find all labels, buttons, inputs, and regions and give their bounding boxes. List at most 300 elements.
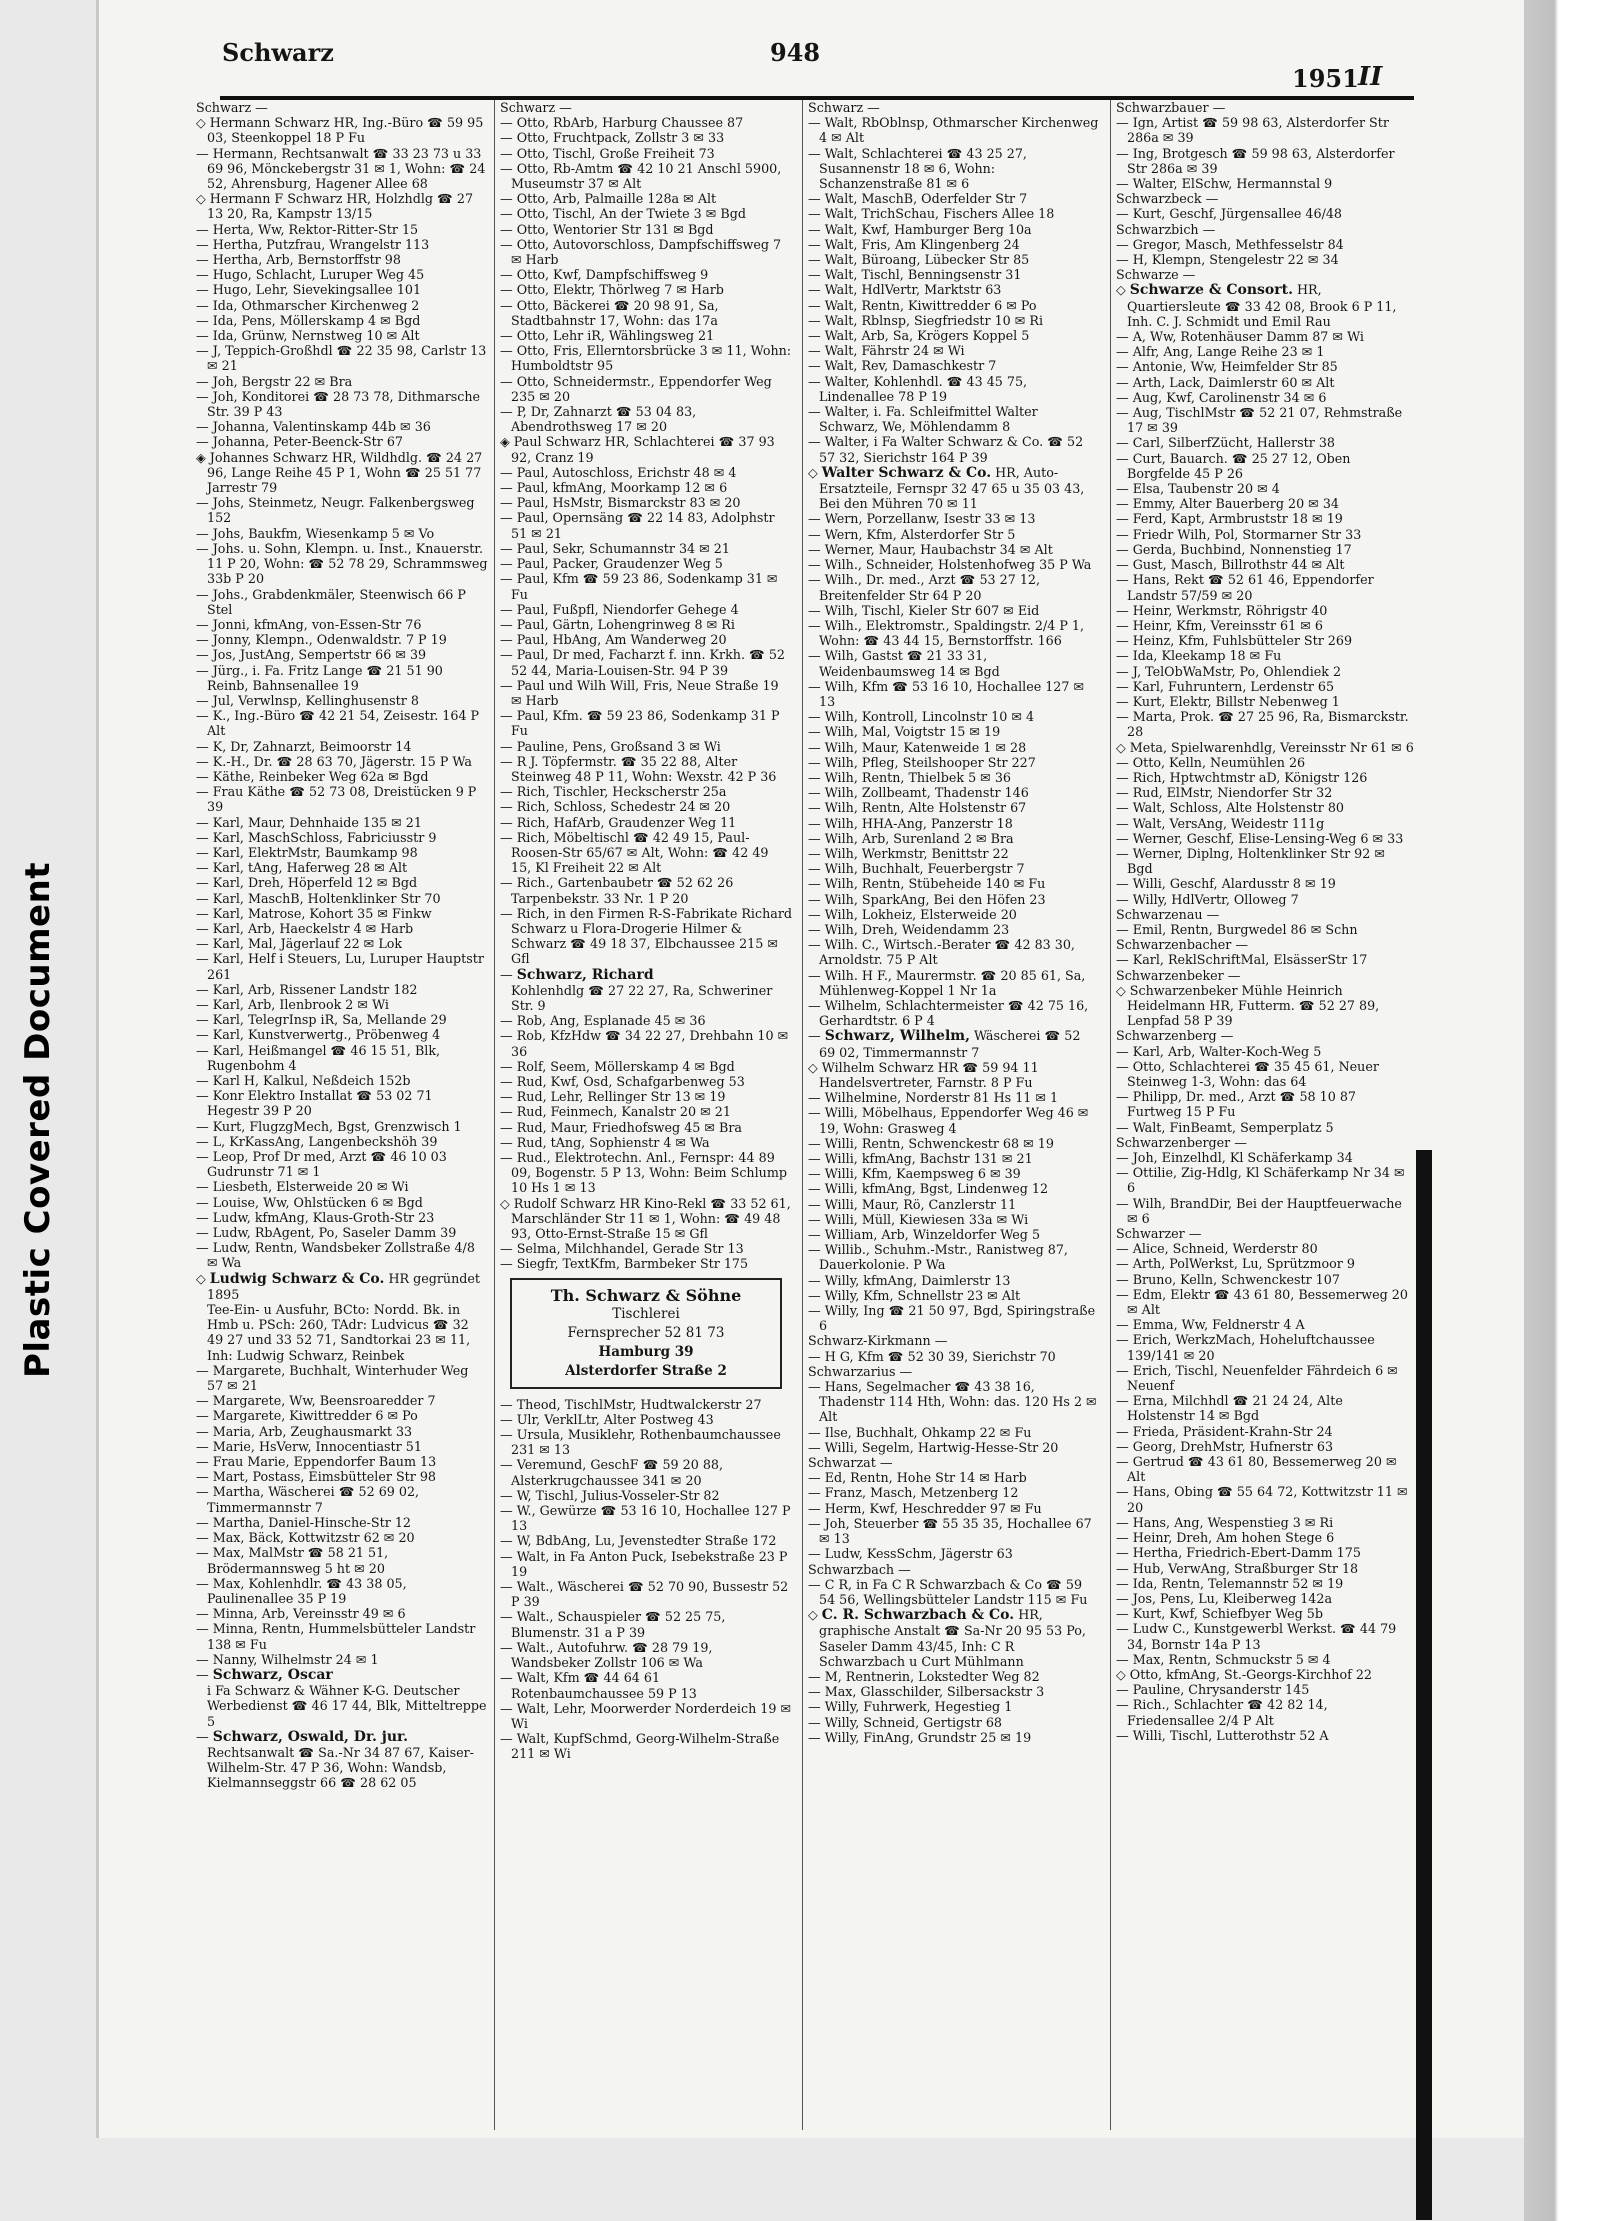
directory-entry: — Karl, ElektrMstr, Baumkamp 98	[196, 844, 418, 860]
directory-entry: — Walter, i. Fa. Schleifmittel Walter Schwarz, We, Möhlendamm 8	[808, 404, 1038, 435]
directory-entry: — Wilh, Werkmstr, Benittstr 22	[808, 845, 1009, 861]
directory-entry: — Rud, tAng, Sophienstr 4 ✉ Wa	[500, 1134, 710, 1150]
firm-name: Schwarz, Oscar	[212, 1666, 333, 1683]
directory-entry: — Werner, Diplng, Holtenklinker Str 92 ✉ Bgd	[1116, 845, 1385, 877]
directory-entry: — Ludw, RbAgent, Po, Saseler Damm 39	[196, 1225, 457, 1241]
directory-entry: ◇ Hermann Schwarz HR, Ing.-Büro ☎ 59 95 03, Steenkoppel 18 P Fu	[196, 115, 484, 146]
directory-entry: — Otto, Autovorschloss, Dampfschiffsweg 7 ✉ Harb	[500, 236, 782, 268]
directory-entry: — Max, Rentn, Schmuckstr 5 ✉ 4	[1116, 1651, 1331, 1667]
directory-entry: — Schwarz, Richard	[500, 966, 654, 983]
directory-entry: — K.-H., Dr. ☎ 28 63 70, Jägerstr. 15 P Wa	[196, 753, 472, 769]
directory-entry: — Konr Elektro Installat ☎ 53 02 71 Hegestr 39 P 20	[196, 1088, 433, 1119]
directory-entry: — Wilh, Zollbeamt, Thadenstr 146	[808, 785, 1029, 801]
directory-entry: — Walter, i Fa Walter Schwarz & Co. ☎ 52 57 32, Sierichstr 164 P 39	[808, 434, 1084, 465]
directory-entry: — Antonie, Ww, Heimfelder Str 85	[1116, 359, 1338, 375]
directory-entry: — Kurt, Geschf, Jürgensallee 46/48	[1116, 206, 1342, 222]
directory-entry: — Ed, Rentn, Hohe Str 14 ✉ Harb	[808, 1470, 1027, 1486]
directory-entry: — Paul, Packer, Graudenzer Weg 5	[500, 556, 723, 572]
directory-entry: ◇ Meta, Spielwarenhdlg, Vereinsstr Nr 61 ✉ 6	[1116, 739, 1414, 755]
page-outside-margin	[1524, 0, 1600, 2221]
directory-entry: — C R, in Fa C R Schwarzbach & Co ☎ 59 54 56, Wellingsbütteler Landstr 115 ✉ Fu	[808, 1576, 1088, 1607]
directory-entry: — Carl, SilberfZücht, Hallerstr 38	[1116, 435, 1335, 451]
directory-entry: — Max, MalMstr ☎ 58 21 51, Brödermannsweg 5 ht ✉ 20	[196, 1545, 389, 1576]
surname-heading: Schwarz —	[196, 100, 268, 115]
directory-entry: — Wilh, Gastst ☎ 21 33 31, Weidenbaumsweg 14 ✉ Bgd	[808, 648, 1000, 679]
directory-entry: — Minna, Arb, Vereinsstr 49 ✉ 6	[196, 1606, 406, 1622]
directory-entry: — Rich, Hptwchtmstr aD, Königstr 126	[1116, 769, 1368, 785]
surname-heading: Schwarz —	[808, 100, 880, 115]
column-3	[808, 100, 1100, 1745]
directory-entry: — Margarete, Ww, Beensroaredder 7	[196, 1393, 436, 1409]
directory-entry: — Rich., Schlachter ☎ 42 82 14, Friedensallee 2/4 P Alt	[1116, 1697, 1328, 1728]
directory-entry: ◇ Hermann F Schwarz HR, Holzhdlg ☎ 27 13 20, Ra, Kampstr 13/15	[196, 191, 474, 222]
directory-entry: — Alfr, Ang, Lange Reihe 23 ✉ 1	[1116, 344, 1325, 360]
directory-entry: — Herta, Ww, Rektor-Ritter-Str 15	[196, 221, 419, 237]
directory-entry: — Bruno, Kelln, Schwenckestr 107	[1116, 1271, 1340, 1287]
directory-entry: ◇ Rudolf Schwarz HR Kino-Rekl ☎ 33 52 61, Marschländer Str 11 ✉ 1, Wohn: ☎ 49 48 93, Otto-Ernst-Straße 15 ✉ Gfl	[500, 1195, 791, 1242]
directory-entry: — Karl, MaschSchloss, Fabriciusstr 9	[196, 829, 437, 845]
firm-name: C. R. Schwarzbach & Co.	[821, 1607, 1015, 1624]
directory-entry: — Ludw, kfmAng, Klaus-Groth-Str 23	[196, 1209, 435, 1225]
column-2	[500, 100, 792, 1762]
directory-entry: — Karl, Arb, Walter-Koch-Weg 5	[1116, 1043, 1322, 1059]
directory-entry: — Otto, Tischl, Große Freiheit 73	[500, 145, 715, 161]
directory-entry: — Ludw, KessSchm, Jägerstr 63	[808, 1546, 1013, 1562]
directory-entry: — Hugo, Schlacht, Luruper Weg 45	[196, 267, 425, 283]
directory-entry: — Hertha, Friedrich-Ebert-Damm 175	[1116, 1545, 1361, 1561]
directory-entry: — W, BdbAng, Lu, Jevenstedter Straße 172	[500, 1533, 777, 1549]
directory-entry: — Wilh, Pfleg, Steilshooper Str 227	[808, 754, 1036, 770]
directory-entry: — Frieda, Präsident-Krahn-Str 24	[1116, 1423, 1333, 1439]
directory-entry: — Walt, VersAng, Weidestr 111g	[1116, 815, 1325, 831]
column-divider	[494, 100, 495, 2130]
directory-entry: — Paul, HbAng, Am Wanderweg 20	[500, 632, 727, 648]
directory-entry: — Wilh, Buchhalt, Feuerbergstr 7	[808, 861, 1025, 877]
directory-entry: — Otto, Fris, Ellerntorsbrücke 3 ✉ 11, Wohn: Humboldtstr 95	[500, 343, 792, 374]
directory-entry: — Otto, Bäckerei ☎ 20 98 91, Sa, Stadtbahnstr 17, Wohn: das 17a	[500, 297, 719, 328]
directory-entry: — Walter, Kohlenhdl. ☎ 43 45 75, Lindenallee 78 P 19	[808, 373, 1028, 404]
side-label	[8, 840, 68, 1400]
directory-entry: — Walt, MaschB, Oderfelder Str 7	[808, 191, 1028, 207]
directory-entry: — Willi, Segelm, Hartwig-Hesse-Str 20	[808, 1439, 1059, 1455]
firm-name: Schwarz, Oswald, Dr. jur.	[212, 1728, 408, 1745]
directory-entry: — Willy, HdlVertr, Olloweg 7	[1116, 891, 1299, 907]
directory-entry: — Otto, Kelln, Neumühlen 26	[1116, 754, 1306, 770]
directory-entry: — Wilh, Rentn, Alte Holstenstr 67	[808, 800, 1027, 816]
directory-entry: — Walt, Kwf, Hamburger Berg 10a	[808, 221, 1032, 237]
directory-entry: — Karl, MaschB, Holtenklinker Str 70	[196, 890, 441, 906]
directory-entry: — Franz, Masch, Metzenberg 12	[808, 1485, 1019, 1501]
directory-entry: — Jürg., i. Fa. Fritz Lange ☎ 21 51 90 Reinb, Bahnsenallee 19	[196, 662, 443, 693]
directory-entry: ◇ Otto, kfmAng, St.-Georgs-Kirchhof 22	[1116, 1666, 1372, 1682]
directory-entry: — Werner, Geschf, Elise-Lensing-Weg 6 ✉ 33	[1116, 830, 1404, 846]
directory-entry: ◇ C. R. Schwarzbach & Co. HR, graphische Anstalt ☎ Sa-Nr 20 95 53 Po, Saseler Damm 43/45, Inh: C R Schwarzbach u Curt Mühlmann	[808, 1607, 1086, 1669]
directory-entry: — Emmy, Alter Bauerberg 20 ✉ 34	[1116, 496, 1339, 512]
directory-entry: — J, TelObWaMstr, Po, Ohlendiek 2	[1116, 663, 1342, 679]
directory-entry: — Ida, Pens, Möllerskamp 4 ✉ Bgd	[196, 312, 421, 328]
directory-entry: — Hans, Rekt ☎ 52 61 46, Eppendorfer Landstr 57/59 ✉ 20	[1116, 572, 1374, 603]
directory-entry: ◈ Paul Schwarz HR, Schlachterei ☎ 37 93 92, Cranz 19	[500, 434, 775, 465]
directory-entry: — H, Klempn, Stengelestr 22 ✉ 34	[1116, 252, 1339, 268]
directory-entry: — Gust, Masch, Billrothstr 44 ✉ Alt	[1116, 557, 1345, 573]
directory-entry: — Kurt, FlugzgMech, Bgst, Grenzwisch 1	[196, 1118, 462, 1134]
directory-entry: — L, KrKassAng, Langenbeckshöh 39	[196, 1133, 438, 1149]
directory-entry: — Erich, WerkzMach, Hoheluftchaussee 139/141 ✉ 20	[1116, 1332, 1375, 1363]
directory-entry: ◇ Walter Schwarz & Co. HR, Auto-Ersatzteile, Fernspr 32 47 65 u 35 03 43, Bei den Mühren 70 ✉ 11	[808, 464, 1085, 512]
directory-entry: — Pauline, Chrysanderstr 145	[1116, 1682, 1310, 1698]
directory-entry: — Walt, KupfSchmd, Georg-Wilhelm-Straße 211 ✉ Wi	[500, 1731, 780, 1762]
header-volume: II	[1358, 62, 1383, 92]
directory-entry: — Veremund, GeschF ☎ 59 20 88, Alsterkrugchaussee 341 ✉ 20	[500, 1457, 723, 1488]
surname-heading: Schwarz —	[500, 100, 572, 115]
directory-entry: — Karl, Helf i Steuers, Lu, Luruper Hauptstr 261	[196, 951, 484, 982]
firm-name: Ludwig Schwarz & Co.	[209, 1270, 385, 1287]
directory-entry: — Wilh., Schneider, Holstenhofweg 35 P Wa	[808, 557, 1092, 573]
directory-entry: — Heinr, Kfm, Vereinsstr 61 ✉ 6	[1116, 617, 1323, 633]
directory-entry: — Walt, Fährstr 24 ✉ Wi	[808, 343, 965, 359]
directory-entry: — Willy, Fuhrwerk, Hegestieg 1	[808, 1699, 1013, 1715]
directory-entry: — Ida, Rentn, Telemannstr 52 ✉ 19	[1116, 1575, 1344, 1591]
directory-entry: — P, Dr, Zahnarzt ☎ 53 04 83, Abendrothsweg 17 ✉ 20	[500, 404, 697, 435]
directory-entry: — Rolf, Seem, Möllerskamp 4 ✉ Bgd	[500, 1058, 735, 1074]
directory-entry: — Johanna, Peter-Beenck-Str 67	[196, 434, 403, 450]
directory-entry: — Ferd, Kapt, Armbruststr 18 ✉ 19	[1116, 511, 1343, 527]
directory-entry: — Rich, Schloss, Schedestr 24 ✉ 20	[500, 799, 731, 815]
directory-entry: — Rich, Möbeltischl ☎ 42 49 15, Paul-Roosen-Str 65/67 ✉ Alt, Wohn: ☎ 42 49 15, Kl Freiheit 22 ✉ Alt	[500, 829, 769, 876]
directory-entry: — Rich, Tischler, Heckscherstr 25a	[500, 784, 727, 800]
entry-detail: Tee-Ein- u Ausfuhr, BCto: Nordd. Bk. in Hmb u. PSch: 260, TAdr: Ludvicus ☎ 32 49 27 und 33 52 71, Sandtorkai 23 ✉ 11, Inh: Ludwig Schwarz, Reinbek	[207, 1302, 471, 1363]
directory-entry: — Johs. u. Sohn, Klempn. u. Inst., Knauerstr. 11 P 20, Wohn: ☎ 52 78 29, Schrammsweg 33b P 20	[196, 540, 488, 587]
directory-entry: — Arth, PolWerkst, Lu, Sprützmoor 9	[1116, 1256, 1355, 1272]
directory-entry: — Marta, Prok. ☎ 27 25 96, Ra, Bismarckstr. 28	[1116, 709, 1409, 740]
directory-entry: — Wilh, Tischl, Kieler Str 607 ✉ Eid	[808, 602, 1040, 618]
directory-entry: — Walt., Autofuhrw. ☎ 28 79 19, Wandsbeker Zollstr 106 ✉ Wa	[500, 1639, 713, 1671]
directory-entry: — Heinr, Werkmstr, Röhrigstr 40	[1116, 602, 1328, 618]
directory-entry: — Max, Kohlenhdlr. ☎ 43 38 05, Paulinenallee 35 P 19	[196, 1575, 407, 1606]
directory-entry: ◈ Johannes Schwarz HR, Wildhdlg. ☎ 24 27 96, Lange Reihe 45 P 1, Wohn ☎ 25 51 77 Jarrestr 79	[196, 449, 483, 496]
directory-entry: — Hermann, Rechtsanwalt ☎ 33 23 73 u 33 69 96, Mönckebergstr 31 ✉ 1, Wohn: ☎ 24 52, Ahrensburg, Hagener Allee 68	[196, 145, 486, 192]
surname-heading: Schwarzenau —	[1116, 906, 1220, 922]
directory-entry: — Willy, Schneid, Gertigstr 68	[808, 1714, 1002, 1730]
directory-entry: — Wilh., Dr. med., Arzt ☎ 53 27 12, Breitenfelder Str 64 P 20	[808, 572, 1041, 603]
directory-entry: — W, Tischl, Julius-Vosseler-Str 82	[500, 1487, 720, 1503]
directory-entry: — Arth, Lack, Daimlerstr 60 ✉ Alt	[1116, 374, 1335, 390]
directory-entry: — Johs, Steinmetz, Neugr. Falkenbergsweg 152	[196, 495, 475, 526]
directory-entry: — Walt, TrichSchau, Fischers Allee 18	[808, 206, 1055, 222]
directory-entry: — Ulr, VerklLtr, Alter Postweg 43	[500, 1411, 714, 1427]
directory-entry: — Hertha, Putzfrau, Wrangelstr 113	[196, 236, 430, 252]
directory-entry: — Erich, Tischl, Neuenfelder Fährdeich 6 ✉ Neuenf	[1116, 1362, 1398, 1394]
directory-entry: — Wilh, HHA-Ang, Panzerstr 18	[808, 815, 1013, 831]
surname-heading: Schwarzbich —	[1116, 221, 1216, 237]
directory-entry: — Willi, Kfm, Kaempsweg 6 ✉ 39	[808, 1166, 1021, 1182]
directory-entry: — Walter, ElSchw, Hermannstal 9	[1116, 176, 1333, 192]
directory-entry: — Willy, FinAng, Grundstr 25 ✉ 19	[808, 1729, 1032, 1745]
directory-entry: — Ludw C., Kunstgewerbl Werkst. ☎ 44 79 34, Bornstr 14a P 13	[1116, 1621, 1397, 1652]
entry-detail: Rechtsanwalt ☎ Sa.-Nr 34 87 67, Kaiser-Wilhelm-Str. 47 P 36, Wohn: Wandsb, Kielmannseggstr 66 ☎ 28 62 05	[207, 1744, 474, 1791]
directory-entry: — Willib., Schuhm.-Mstr., Ranistweg 87, Dauerkolonie. P Wa	[808, 1242, 1068, 1273]
page-header	[122, 38, 1422, 94]
directory-entry: — M, Rentnerin, Lokstedter Weg 82	[808, 1668, 1040, 1684]
directory-entry: — Rob, Ang, Esplanade 45 ✉ 36	[500, 1013, 706, 1029]
directory-entry: — Willi, Möbelhaus, Eppendorfer Weg 46 ✉ 19, Wohn: Grasweg 4	[808, 1105, 1089, 1136]
directory-entry: — Jonny, Klempn., Odenwaldstr. 7 P 19	[196, 632, 447, 648]
directory-entry: ◇ Schwarze & Consort. HR, Quartiersleute ☎ 33 42 08, Brook 6 P 11, Inh. C. J. Schmidt und Emil Rau	[1116, 282, 1397, 329]
directory-entry: — Joh, Steuerber ☎ 55 35 35, Hochallee 67 ✉ 13	[808, 1515, 1092, 1547]
directory-entry: — Joh, Einzelhdl, Kl Schäferkamp 34	[1116, 1150, 1353, 1166]
directory-entry: — Walt, Fris, Am Klingenberg 24	[808, 236, 1020, 252]
directory-entry: — Wilhelm, Schlachtermeister ☎ 42 75 16, Gerhardtstr. 6 P 4	[808, 997, 1089, 1029]
directory-entry: — Wilh, Rentn, Thielbek 5 ✉ 36	[808, 769, 1011, 785]
directory-entry: — Hans, Ang, Wespenstieg 3 ✉ Ri	[1116, 1514, 1334, 1530]
surname-heading: Schwarze —	[1116, 267, 1196, 283]
directory-entry: — Ilse, Buchhalt, Ohkamp 22 ✉ Fu	[808, 1424, 1032, 1440]
directory-entry: — Paul und Wilh Will, Fris, Neue Straße 19 ✉ Harb	[500, 677, 779, 708]
directory-entry: — Ursula, Musiklehr, Rothenbaumchaussee 231 ✉ 13	[500, 1427, 781, 1458]
directory-entry: — Paul, Gärtn, Lohengrinweg 8 ✉ Ri	[500, 616, 735, 632]
directory-entry: — Kurt, Kwf, Schiefbyer Weg 5b	[1116, 1606, 1323, 1622]
directory-entry: — Wern, Kfm, Alsterdorfer Str 5	[808, 526, 1016, 542]
directory-entry: — Martha, Wäscherei ☎ 52 69 02, Timmermannstr 7	[196, 1484, 420, 1515]
directory-entry: — Ida, Kleekamp 18 ✉ Fu	[1116, 648, 1282, 664]
directory-entry: — Karl, ReklSchriftMal, ElsässerStr 17	[1116, 952, 1368, 968]
surname-heading: Schwarzbach —	[808, 1561, 911, 1577]
directory-entry: — Karl, Arb, Haeckelstr 4 ✉ Harb	[196, 920, 414, 936]
firm-name: Schwarz, Wilhelm,	[824, 1028, 970, 1045]
directory-entry: — Willy, kfmAng, Daimlerstr 13	[808, 1272, 1011, 1288]
directory-entry: — William, Arb, Winzeldorfer Weg 5	[808, 1227, 1041, 1243]
directory-entry: — Erna, Milchhdl ☎ 21 24 24, Alte Holstenstr 14 ✉ Bgd	[1116, 1393, 1343, 1424]
column-4	[1116, 100, 1414, 1743]
directory-entry: — Ing, Brotgesch ☎ 59 98 63, Alsterdorfer Str 286a ✉ 39	[1116, 145, 1395, 176]
directory-entry: — Walt, Tischl, Benningsenstr 31	[808, 267, 1022, 283]
directory-entry: — Willi, Geschf, Alardusstr 8 ✉ 19	[1116, 876, 1336, 892]
directory-entry: ◇ Wilhelm Schwarz HR ☎ 59 94 11 Handelsvertreter, Farnstr. 8 P Fu	[808, 1059, 1039, 1090]
directory-entry: — Elsa, Taubenstr 20 ✉ 4	[1116, 481, 1280, 497]
directory-entry: — Aug, Kwf, Carolinenstr 34 ✉ 6	[1116, 389, 1327, 405]
directory-entry: — Jul, Verwlnsp, Kellinghusenstr 8	[196, 692, 419, 708]
directory-entry: — K, Dr, Zahnarzt, Beimoorstr 14	[196, 738, 412, 754]
directory-entry: — Wilh, Mal, Voigtstr 15 ✉ 19	[808, 724, 1001, 740]
directory-entry: — Joh, Konditorei ☎ 28 73 78, Dithmarsche Str. 39 P 43	[196, 388, 481, 420]
directory-entry: — Walt, HdlVertr, Marktstr 63	[808, 282, 1002, 298]
directory-entry: — Gregor, Masch, Methfesselstr 84	[1116, 236, 1344, 252]
directory-entry: — A, Ww, Rotenhäuser Damm 87 ✉ Wi	[1116, 329, 1364, 345]
directory-entry: — Wilhelmine, Norderstr 81 Hs 11 ✉ 1	[808, 1090, 1059, 1106]
directory-entry: — Walt, FinBeamt, Semperplatz 5	[1116, 1119, 1334, 1135]
directory-entry: — Georg, DrehMstr, Hufnerstr 63	[1116, 1438, 1334, 1454]
directory-entry: — Wilh, SparkAng, Bei den Höfen 23	[808, 891, 1046, 907]
directory-entry: — Liesbeth, Elsterweide 20 ✉ Wi	[196, 1179, 409, 1195]
directory-entry: — Philipp, Dr. med., Arzt ☎ 58 10 87 Furtweg 15 P Fu	[1116, 1089, 1356, 1120]
directory-entry: — Emil, Rentn, Burgwedel 86 ✉ Schn	[1116, 921, 1358, 937]
directory-entry: — Paul, HsMstr, Bismarckstr 83 ✉ 20	[500, 495, 741, 511]
directory-entry: — Karl, Heißmangel ☎ 46 15 51, Blk, Rugenbohm 4	[196, 1042, 441, 1073]
directory-entry: — Hub, VerwAng, Straßburger Str 18	[1116, 1560, 1359, 1576]
directory-entry: — Kurt, Elektr, Billstr Nebenweg 1	[1116, 693, 1340, 709]
column-divider	[802, 100, 803, 2130]
directory-entry: — Ida, Othmarscher Kirchenweg 2	[196, 297, 420, 313]
directory-entry: — Ida, Grünw, Nernstweg 10 ✉ Alt	[196, 328, 420, 344]
directory-entry: — Wilh. C., Wirtsch.-Berater ☎ 42 83 30, Arnoldstr. 75 P Alt	[808, 937, 1075, 968]
directory-entry: — R J. Töpfermstr. ☎ 35 22 88, Alter Steinweg 48 P 11, Wohn: Wexstr. 42 P 36	[500, 753, 777, 784]
surname-heading: Schwarzarius —	[808, 1363, 913, 1379]
directory-entry: — Paul, Autoschloss, Erichstr 48 ✉ 4	[500, 464, 737, 480]
ad-title: Th. Schwarz & Söhne	[550, 1285, 742, 1305]
ad-address: Alsterdorfer Straße 2	[565, 1362, 727, 1379]
directory-entry: — Karl, tAng, Haferweg 28 ✉ Alt	[196, 860, 408, 876]
directory-entry: — Gerda, Buchbind, Nonnenstieg 17	[1116, 541, 1352, 557]
directory-entry: — Joh, Bergstr 22 ✉ Bra	[196, 373, 353, 389]
directory-entry: — Friedr Wilh, Pol, Stormarner Str 33	[1116, 526, 1362, 542]
directory-entry: — Walt, Rentn, Kiwittredder 6 ✉ Po	[808, 297, 1037, 313]
directory-entry: — Hertha, Arb, Bernstorffstr 98	[196, 252, 401, 268]
directory-entry: — Karl, TelegrInsp iR, Sa, Mellande 29	[196, 1012, 447, 1028]
directory-entry: — Wilh, Maur, Katenweide 1 ✉ 28	[808, 739, 1027, 755]
directory-entry: — Jos, Pens, Lu, Kleiberweg 142a	[1116, 1590, 1333, 1606]
directory-entry: — Max, Bäck, Kottwitzstr 62 ✉ 20	[196, 1530, 415, 1546]
directory-entry: — Wilh, Dreh, Weidendamm 23	[808, 921, 1010, 937]
directory-entry: — Emma, Ww, Feldnerstr 4 A	[1116, 1317, 1305, 1333]
directory-entry: — Paul, Dr med, Facharzt f. inn. Krkh. ☎ 52 52 44, Maria-Louisen-Str. 94 P 39	[500, 647, 785, 678]
directory-entry: — Willy, Ing ☎ 21 50 97, Bgd, Spiringstraße 6	[808, 1303, 1096, 1334]
directory-entry: — Louise, Ww, Ohlstücken 6 ✉ Bgd	[196, 1194, 423, 1210]
directory-entry: — Walt, Schloss, Alte Holstenstr 80	[1116, 800, 1344, 816]
directory-entry: — Frau Käthe ☎ 52 73 08, Dreistücken 9 P 39	[196, 784, 477, 815]
directory-entry: — Otto, Elektr, Thörlweg 7 ✉ Harb	[500, 282, 724, 298]
directory-entry: — Leop, Prof Dr med, Arzt ☎ 46 10 03 Gudrunstr 71 ✉ 1	[196, 1149, 447, 1180]
directory-entry: — Frau Marie, Eppendorfer Baum 13	[196, 1454, 437, 1470]
directory-entry: — H G, Kfm ☎ 52 30 39, Sierichstr 70	[808, 1348, 1056, 1364]
surname-heading: Schwarzbauer —	[1116, 100, 1226, 115]
directory-entry: — Jonni, kfmAng, von-Essen-Str 76	[196, 616, 422, 632]
directory-entry: — Walt, in Fa Anton Puck, Isebekstraße 23 P 19	[500, 1548, 788, 1579]
directory-entry: — Werner, Maur, Haubachstr 34 ✉ Alt	[808, 541, 1053, 557]
directory-entry: — Wern, Porzellanw, Isestr 33 ✉ 13	[808, 511, 1036, 527]
surname-heading: Schwarzer —	[1116, 1226, 1202, 1242]
directory-entry: — Paul, Fußpfl, Niendorfer Gehege 4	[500, 601, 739, 617]
directory-entry: — Aug, TischlMstr ☎ 52 21 07, Rehmstraße 17 ✉ 39	[1116, 405, 1403, 436]
directory-entry: — Willi, Rentn, Schwenckestr 68 ✉ 19	[808, 1135, 1054, 1151]
directory-entry: — Hugo, Lehr, Sievekingsallee 101	[196, 282, 422, 298]
directory-entry: — Käthe, Reinbeker Weg 62a ✉ Bgd	[196, 768, 429, 784]
directory-entry: — Paul, Opernsäng ☎ 22 14 83, Adolphstr 51 ✉ 21	[500, 510, 775, 541]
directory-entry: — Otto, Tischl, An der Twiete 3 ✉ Bgd	[500, 206, 746, 222]
header-year: 1951	[1292, 64, 1359, 93]
directory-entry: — Wilh, Kontroll, Lincolnstr 10 ✉ 4	[808, 709, 1035, 725]
directory-entry: — Karl, Maur, Dehnhaide 135 ✉ 21	[196, 814, 422, 830]
directory-entry: — Karl, Fuhruntern, Lerdenstr 65	[1116, 678, 1335, 694]
directory-entry: — W., Gewürze ☎ 53 16 10, Hochallee 127 P 13	[500, 1503, 791, 1534]
directory-entry: — Curt, Bauarch. ☎ 25 27 12, Oben Borgfelde 45 P 26	[1116, 450, 1351, 481]
directory-entry: — Paul, kfmAng, Moorkamp 12 ✉ 6	[500, 480, 728, 496]
directory-entry: — Wilh, Arb, Surenland 2 ✉ Bra	[808, 830, 1014, 846]
directory-entry: — Siegfr, TextKfm, Barmbeker Str 175	[500, 1256, 749, 1272]
directory-entry: — Otto, RbArb, Harburg Chaussee 87	[500, 115, 744, 131]
directory-entry: — Mart, Postass, Eimsbütteler Str 98	[196, 1469, 436, 1485]
directory-entry: — Rich., Gartenbaubetr ☎ 52 62 26 Tarpenbekstr. 33 Nr. 1 P 20	[500, 875, 734, 906]
directory-entry: ◇ Schwarzenbeker Mühle Heinrich Heidelmann HR, Futterm. ☎ 52 27 89, Lenpfad 58 P 39	[1116, 982, 1380, 1029]
surname-heading: Schwarzat —	[808, 1455, 893, 1471]
directory-entry: — Walt, Arb, Sa, Krögers Koppel 5	[808, 328, 1030, 344]
directory-entry: — Karl, Dreh, Höperfeld 12 ✉ Bgd	[196, 875, 418, 891]
firm-name: Walter Schwarz & Co.	[821, 464, 992, 481]
directory-entry: — Rich, in den Firmen R-S-Fabrikate Richard Schwarz u Flora-Drogerie Hilmer & Schwarz ☎ 49 18 37, Elbchaussee 215 ✉ Gfl	[500, 905, 793, 967]
directory-entry: — Willi, kfmAng, Bgst, Lindenweg 12	[808, 1181, 1049, 1197]
directory-entry: — Marie, HsVerw, Innocentiastr 51	[196, 1438, 422, 1454]
directory-entry: — Otto, Rb-Amtm ☎ 42 10 21 Anschl 5900, Museumstr 37 ✉ Alt	[500, 160, 782, 192]
entry-detail: i Fa Schwarz & Wähner K-G. Deutscher Werbedienst ☎ 46 17 44, Blk, Mitteltreppe 5	[207, 1683, 487, 1729]
directory-entry: — Karl, Mal, Jägerlauf 22 ✉ Lok	[196, 936, 403, 952]
directory-entry: — Maria, Arb, Zeughausmarkt 33	[196, 1423, 413, 1439]
directory-entry: — Rud, Kwf, Osd, Schafgarbenweg 53	[500, 1074, 745, 1089]
directory-entry: — Rud, Feinmech, Kanalstr 20 ✉ 21	[500, 1104, 731, 1120]
directory-entry: — Walt, Lehr, Moorwerder Norderdeich 19 ✉ Wi	[500, 1700, 792, 1731]
directory-entry: — Schwarz, Oswald, Dr. jur.	[196, 1728, 408, 1745]
directory-entry: — Willi, kfmAng, Bachstr 131 ✉ 21	[808, 1151, 1033, 1167]
directory-entry: — Walt, RbOblnsp, Othmarscher Kirchenweg 4 ✉ Alt	[808, 115, 1099, 146]
surname-heading: Schwarzbeck —	[1116, 191, 1219, 207]
directory-entry: — Walt, Schlachterei ☎ 43 25 27, Susannenstr 18 ✉ 6, Wohn: Schanzenstraße 81 ✉ 6	[808, 145, 1027, 192]
directory-entry: — Willi, Müll, Kiewiesen 33a ✉ Wi	[808, 1211, 1029, 1227]
column-divider	[1110, 100, 1111, 2130]
directory-entry: — Pauline, Pens, Großsand 3 ✉ Wi	[500, 738, 721, 754]
directory-entry: — Willi, Tischl, Lutterothstr 52 A	[1116, 1727, 1329, 1743]
directory-entry: — Otto, Lehr iR, Wählingsweg 21	[500, 328, 715, 344]
directory-entry: — Rob, KfzHdw ☎ 34 22 27, Drehbahn 10 ✉ 36	[500, 1028, 789, 1059]
directory-entry: — Nanny, Wilhelmstr 24 ✉ 1	[196, 1651, 379, 1667]
surname-heading: Schwarzenbeker —	[1116, 967, 1241, 983]
directory-entry: — Rud, ElMstr, Niendorfer Str 32	[1116, 785, 1333, 801]
directory-entry: — Schwarz, Wilhelm, Wäscherei ☎ 52 69 02, Timmermannstr 7	[808, 1028, 1081, 1060]
directory-entry: — Walt, Rblnsp, Siegfriedstr 10 ✉ Ri	[808, 312, 1044, 328]
directory-entry: — Heinr, Dreh, Am hohen Stege 6	[1116, 1530, 1335, 1546]
surname-heading: Schwarz-Kirkmann —	[808, 1333, 948, 1349]
ad-address: Hamburg 39	[598, 1343, 694, 1360]
directory-entry: — Margarete, Kiwittredder 6 ✉ Po	[196, 1408, 418, 1424]
directory-entry: — Alice, Schneid, Werderstr 80	[1116, 1241, 1318, 1257]
directory-entry: — Ign, Artist ☎ 59 98 63, Alsterdorfer Str 286a ✉ 39	[1116, 115, 1389, 146]
directory-entry: — Karl, Matrose, Kohort 35 ✉ Finkw	[196, 905, 432, 921]
header-name: Schwarz	[222, 38, 334, 67]
directory-entry: — Walt, Büroang, Lübecker Str 85	[808, 252, 1030, 268]
directory-entry: — Margarete, Buchhalt, Winterhuder Weg 57 ✉ 21	[196, 1362, 469, 1394]
directory-entry: — Karl, Arb, Ilenbrook 2 ✉ Wi	[196, 996, 389, 1012]
ad-line: Fernsprecher 52 81 73	[567, 1324, 725, 1341]
binding-shadow	[1416, 1150, 1432, 2220]
directory-entry: — Schwarz, Oscar	[196, 1666, 333, 1683]
page-number: 948	[770, 38, 821, 67]
directory-entry: — Karl H, Kalkul, Neßdeich 152b	[196, 1073, 411, 1088]
entry-detail: Kohlenhdlg ☎ 27 22 27, Ra, Schweriner Str. 9	[511, 982, 773, 1013]
directory-entry: — Hans, Segelmacher ☎ 43 38 16, Thadenstr 114 Hth, Wohn: das. 120 Hs 2 ✉ Alt	[808, 1379, 1097, 1425]
directory-entry: — Edm, Elektr ☎ 43 61 80, Bessemerweg 20 ✉ Alt	[1116, 1286, 1408, 1318]
directory-entry: — Heinz, Kfm, Fuhlsbütteler Str 269	[1116, 633, 1353, 649]
surname-heading: Schwarzenberger —	[1116, 1134, 1247, 1150]
directory-entry: — Otto, Wentorier Str 131 ✉ Bgd	[500, 221, 714, 237]
directory-entry: — Walt., Wäscherei ☎ 52 70 90, Bussestr 52 P 39	[500, 1579, 789, 1610]
directory-entry: — Paul, Kfm. ☎ 59 23 86, Sodenkamp 31 P Fu	[500, 708, 780, 739]
directory-entry: — Johanna, Valentinskamp 44b ✉ 36	[196, 419, 431, 435]
directory-entry: — Ottilie, Zig-Hdlg, Kl Schäferkamp Nr 34 ✉ 6	[1116, 1165, 1405, 1196]
directory-entry: — Minna, Rentn, Hummelsbütteler Landstr 138 ✉ Fu	[196, 1621, 476, 1652]
directory-entry: — Wilh, Rentn, Stübeheide 140 ✉ Fu	[808, 876, 1046, 892]
column-1	[196, 100, 488, 1791]
directory-entry: — Rich, HafArb, Graudenzer Weg 11	[500, 814, 737, 830]
directory-entry: — Ludw, Rentn, Wandsbeker Zollstraße 4/8 ✉ Wa	[196, 1240, 475, 1271]
directory-entry: — Herm, Kwf, Heschredder 97 ✉ Fu	[808, 1500, 1042, 1516]
directory-entry: — Rud, Maur, Friedhofsweg 45 ✉ Bra	[500, 1119, 742, 1135]
